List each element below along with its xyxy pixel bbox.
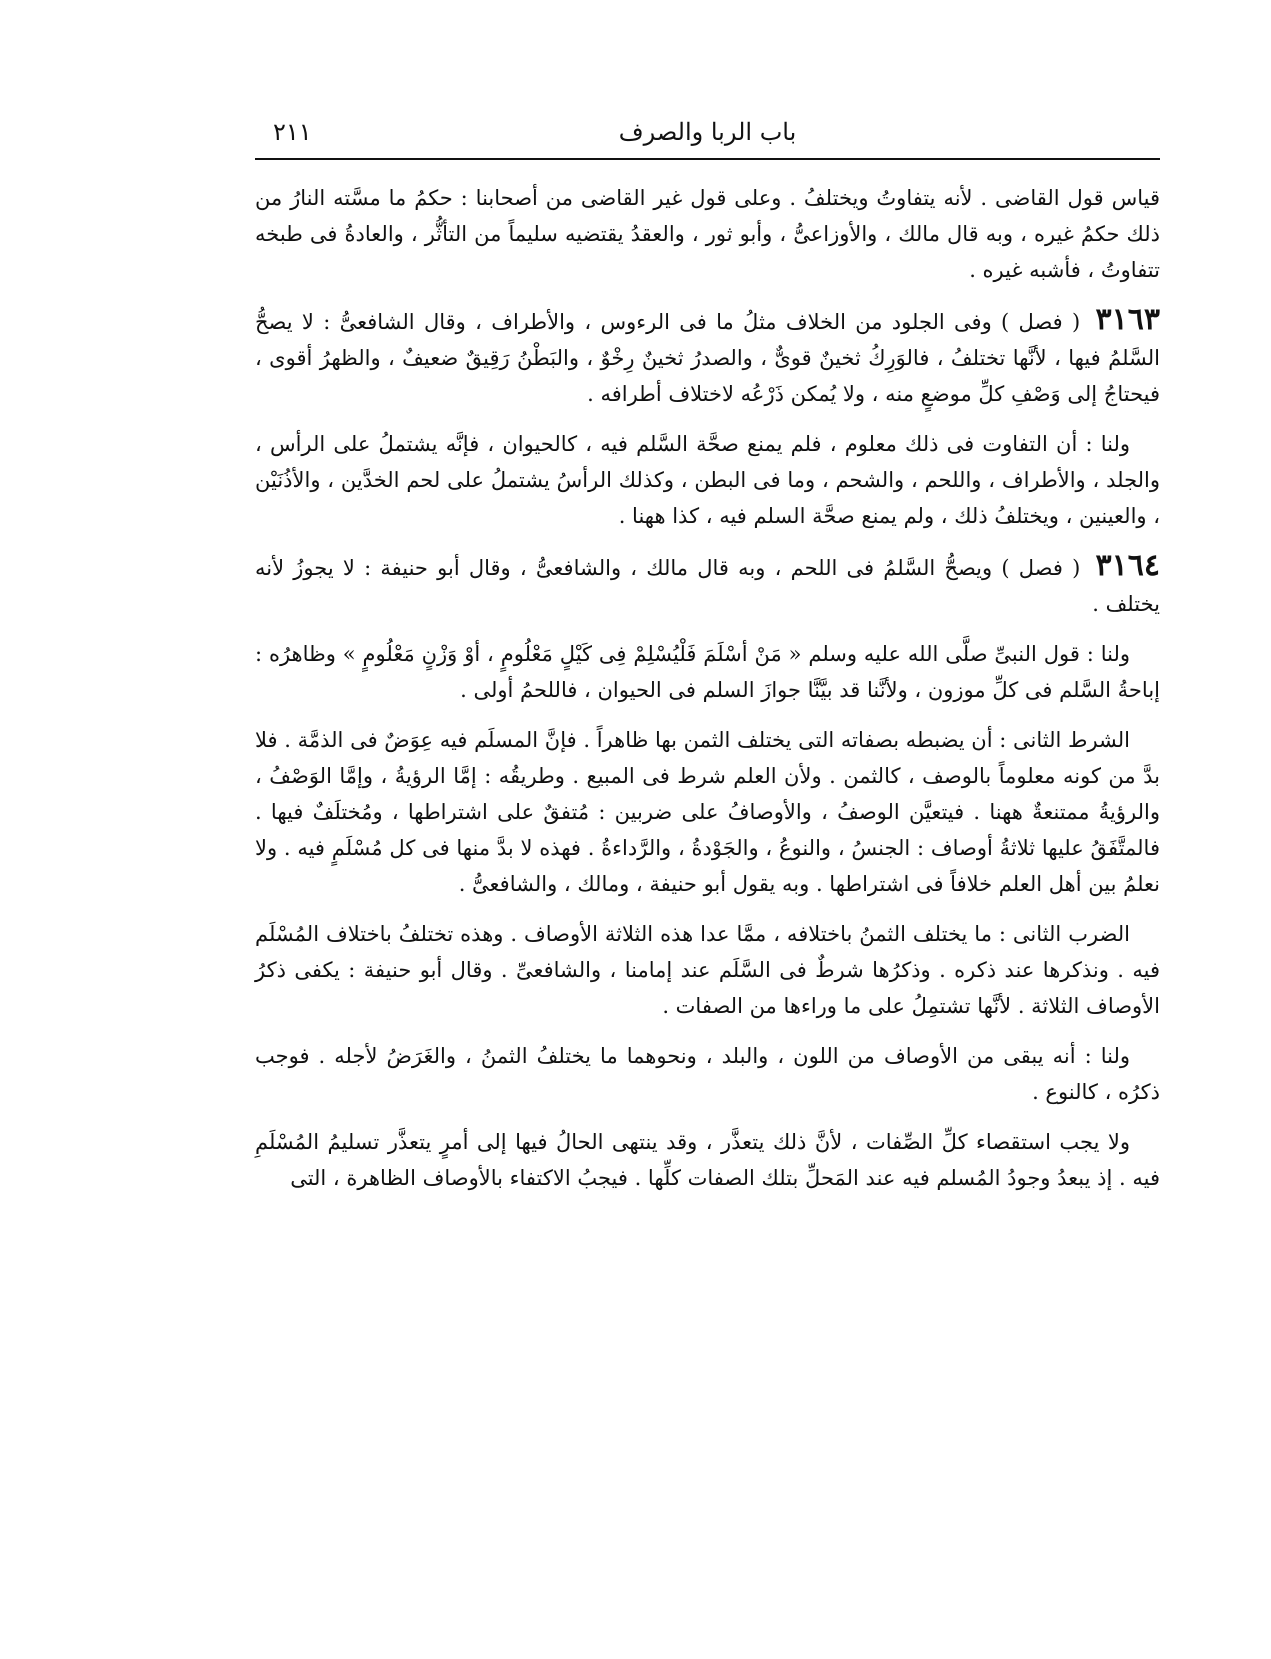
paragraph: [255, 636, 1160, 708]
page-body: [255, 180, 1160, 1210]
paragraph: [255, 722, 1160, 902]
paragraph: [255, 302, 1160, 412]
header-rule: [255, 158, 1160, 160]
paragraph: [255, 1038, 1160, 1110]
paragraph: [255, 548, 1160, 622]
page-header: [255, 118, 1160, 158]
paragraph-text: ولنا : أن التفاوت فى ذلك معلوم ، فلم يمنع صحَّة السَّلم فيه ، كالحيوان ، فإنَّه يشتملُ على الرأس ، والجلد ، والأطراف ، واللحم ، والشحم ، وما فى البطن ، وكذلك الرأسُ يشتملُ على لحم الخدَّين ، والأذُنَيْن ، والعينين ، ويختلفُ ذلك ، ولم يمنع صحَّة السلم فيه ، كذا ههنا .: [255, 432, 1160, 528]
section-number: ٣١٦٣: [1095, 302, 1160, 337]
paragraph: [255, 1124, 1160, 1196]
paragraph-text: الضرب الثانى : ما يختلف الثمنُ باختلافه ، ممَّا عدا هذه الثلاثة الأوصاف . وهذه تختلفُ باختلاف المُسْلَم فيه . ونذكرها عند ذكره . وذكرُها شرطٌ فى السَّلَم عند إمامنا ، والشافعىِّ . وقال أبو حنيفة : يكفى ذكرُ الأوصاف الثلاثة . لأنَّها تشتمِلُ على ما وراءها من الصفات .: [255, 922, 1160, 1018]
page-number: ٢١١: [273, 118, 312, 146]
paragraph-text: ولنا : أنه يبقى من الأوصاف من اللون ، والبلد ، ونحوهما ما يختلفُ الثمنُ ، والغَرَضُ لأجله . فوجب ذكرُه ، كالنوع .: [255, 1044, 1160, 1104]
paragraph-text: ولا يجب استقصاء كلِّ الصِّفات ، لأنَّ ذلك يتعذَّر ، وقد ينتهى الحالُ فيها إلى أمرٍ يتعذَّر تسليمُ المُسْلَمِ فيه . إذ يبعدُ وجودُ المُسلم فيه عند المَحلِّ بتلك الصفات كلِّها . فيجبُ الاكتفاء بالأوصاف الظاهرة ، التى: [255, 1130, 1160, 1190]
paragraph-text: ( فصل ) ويصحُّ السَّلمُ فى اللحم ، وبه قال مالك ، والشافعىُّ ، وقال أبو حنيفة : لا يجوزُ لأنه يختلف .: [255, 556, 1160, 616]
paragraph-text: الشرط الثانى : أن يضبطه بصفاته التى يختلف الثمن بها ظاهراً . فإنَّ المسلَم فيه عِوَضٌ فى الذمَّة . فلا بدَّ من كونه معلوماً بالوصف ، كالثمن . ولأن العلم شرط فى المبيع . وطريقُه : إمَّا الرؤيةُ ، وإمَّا الوَصْفُ ، والرؤيةُ ممتنعةٌ ههنا . فيتعيَّن الوصفُ ، والأوصافُ على ضربين : مُتفقٌ على اشتراطها ، ومُختلَفٌ فيها . فالمتَّفَقُ عليها ثلاثةُ أوصاف : الجنسُ ، والنوعُ ، والجَوْدةُ ، والرَّداءةُ . فهذه لا بدَّ منها فى كل مُسْلَمٍ فيه . ولا نعلمُ بين أهل العلم خلافاً فى اشتراطها . وبه يقول أبو حنيفة ، ومالك ، والشافعىُّ .: [255, 728, 1160, 896]
paragraph-text: ( فصل ) وفى الجلود من الخلاف مثلُ ما فى الرءوس ، والأطراف ، وقال الشافعىُّ : لا يصحُّ السَّلمُ فيها ، لأنَّها تختلفُ ، فالوَرِكُ ثخينٌ قوىٌّ ، والصدرُ ثخينٌ رِخْوٌ ، والبَطْنُ رَقِيقٌ ضعيفٌ ، والظهرُ أقوى ، فيحتاجُ إلى وَصْفِ كلِّ موضعٍ منه ، ولا يُمكن ذَرْعُه لاختلاف أطرافه .: [255, 310, 1160, 406]
paragraph: [255, 180, 1160, 288]
paragraph-text: ولنا : قول النبىِّ صلَّى الله عليه وسلم « مَنْ أسْلَمَ فَلْيُسْلِمْ فِى كَيْلٍ مَعْلُومٍ ، أوْ وَزْنٍ مَعْلُومٍ » وظاهرُه : إباحةُ السَّلم فى كلِّ موزون ، ولأنَّنا قد بيَّنَّا جوازَ السلم فى الحيوان ، فاللحمُ أولى .: [255, 642, 1160, 702]
section-number: ٣١٦٤: [1095, 548, 1160, 583]
paragraph-text: قياس قول القاضى . لأنه يتفاوتُ ويختلفُ . وعلى قول غير القاضى من أصحابنا : حكمُ ما مسَّته النارُ من ذلك حكمُ غيره ، وبه قال مالك ، والأوزاعىُّ ، وأبو ثور ، والعقدُ يقتضيه سليماً من التأثُّر ، والعادةُ فى طبخه تتفاوتُ ، فأشبه غيره .: [255, 186, 1160, 282]
paragraph: [255, 916, 1160, 1024]
chapter-title: باب الربا والصرف: [618, 118, 797, 146]
paragraph: [255, 426, 1160, 534]
